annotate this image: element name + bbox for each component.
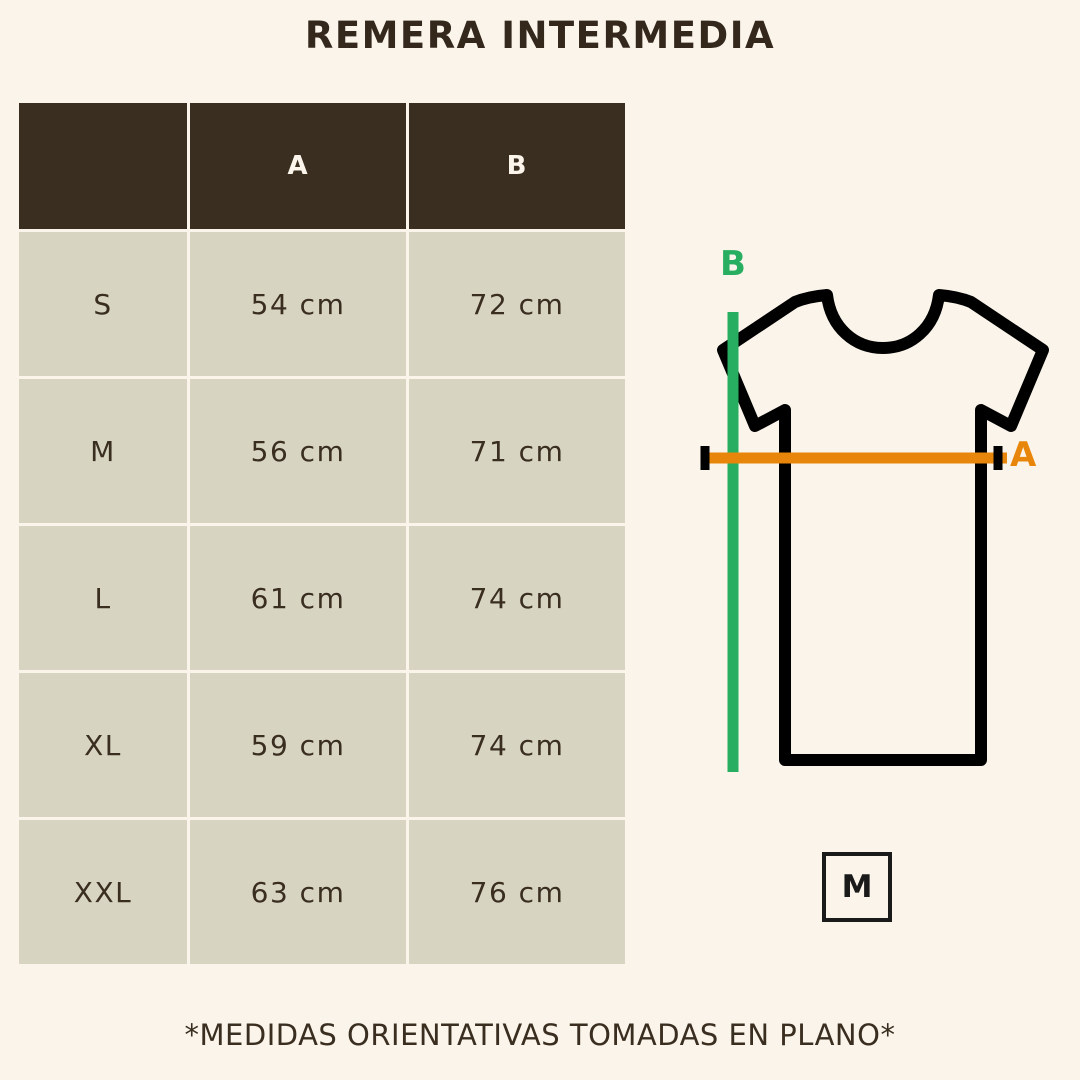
footnote: *MEDIDAS ORIENTATIVAS TOMADAS EN PLANO* [184, 1018, 896, 1052]
table-row [18, 525, 627, 672]
cell-a: 59 cm [189, 672, 408, 819]
cell-b: 74 cm [408, 672, 627, 819]
table-row [18, 819, 627, 966]
table-header-a: A [189, 102, 408, 231]
table-row [18, 231, 627, 378]
cell-b: 74 cm [408, 525, 627, 672]
cell-size: XXL [18, 819, 189, 966]
cell-size: L [18, 525, 189, 672]
cell-size: S [18, 231, 189, 378]
cell-b: 71 cm [408, 378, 627, 525]
cell-a: 63 cm [189, 819, 408, 966]
cell-size: M [18, 378, 189, 525]
cell-a: 54 cm [189, 231, 408, 378]
cell-size: XL [18, 672, 189, 819]
page-title: REMERA INTERMEDIA [304, 14, 776, 57]
cell-b: 72 cm [408, 231, 627, 378]
label-a: A [1010, 435, 1037, 475]
size-table [16, 100, 628, 967]
tshirt-diagram [615, 220, 1075, 800]
table-row [18, 672, 627, 819]
size-badge: M [822, 852, 892, 922]
tshirt-icon [615, 220, 1075, 800]
table-header-size [18, 102, 189, 231]
cell-a: 61 cm [189, 525, 408, 672]
table-header-b: B [408, 102, 627, 231]
cell-b: 76 cm [408, 819, 627, 966]
label-b: B [720, 244, 746, 284]
tshirt-outline [723, 295, 1043, 760]
cell-a: 56 cm [189, 378, 408, 525]
table-header-row [18, 102, 627, 231]
table-row [18, 378, 627, 525]
